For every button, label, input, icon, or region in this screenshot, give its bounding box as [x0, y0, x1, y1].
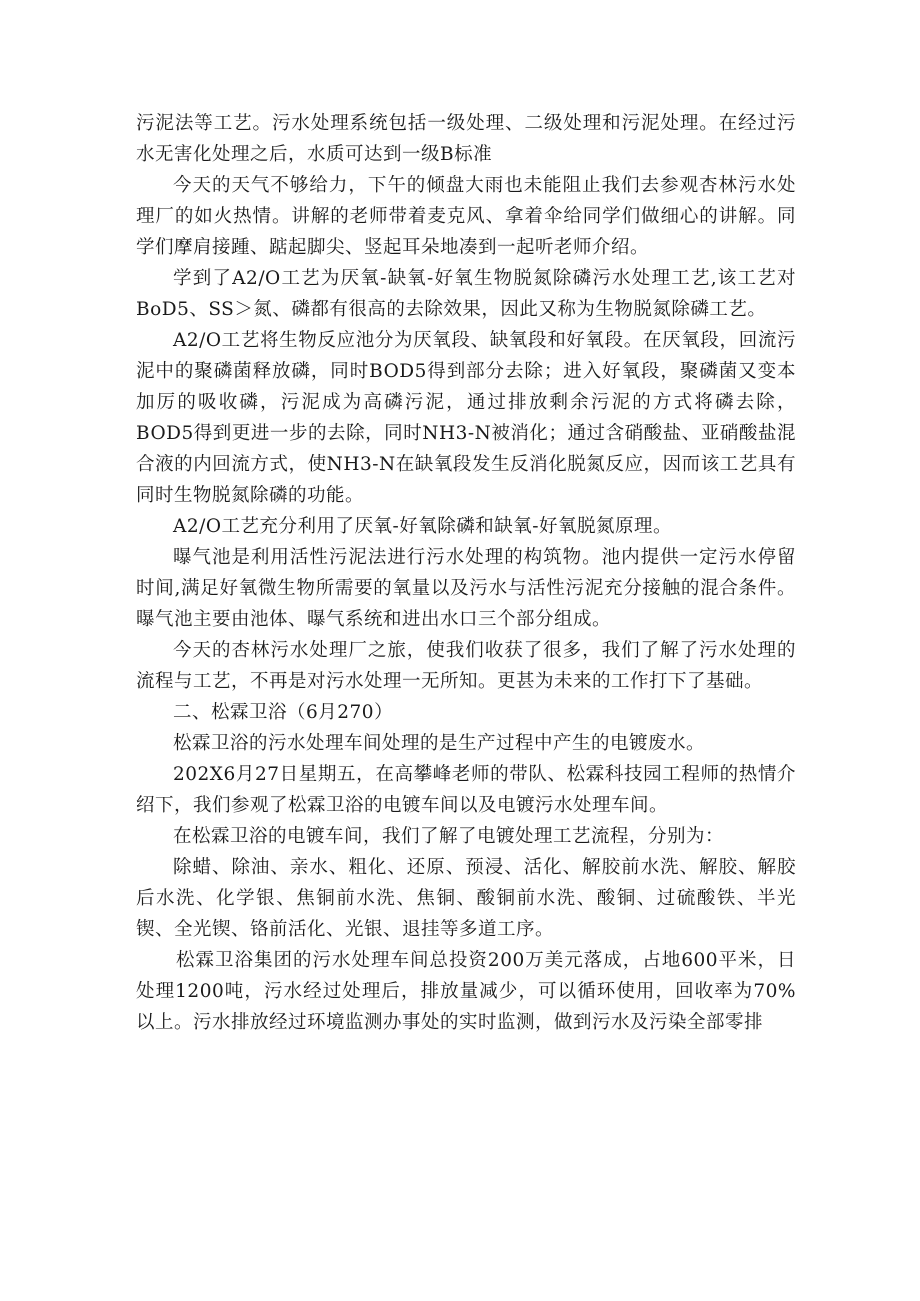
paragraph-songlin-intro: 松霖卫浴的污水处理车间处理的是生产过程中产生的电镀废水。 — [173, 733, 706, 754]
section-heading-songlin: 二、松霖卫浴（6月270） — [173, 702, 394, 723]
paragraph-a2o-principle: A2/O工艺充分利用了厌氧-好氧除磷和缺氧-好氧脱氮原理。 — [173, 516, 673, 537]
paragraph-treatment-system: 污泥法等工艺。污水处理系统包括一级处理、二级处理和污泥处理。在经过污水无害化处理之后，水质可达到一级B标准 — [136, 113, 796, 165]
paragraph-a2o-intro: 学到了A2/O工艺为厌氧-缺氧-好氧生物脱氮除磷污水处理工艺,该工艺对BoD5、SS＞氮、磷都有很高的去除效果，因此又称为生物脱氮除磷工艺。 — [136, 268, 796, 320]
paragraph-weather: 今天的天气不够给力，下午的倾盘大雨也未能阻止我们去参观杏林污水处理厂的如火热情。讲解的老师带着麦克风、拿着伞给同学们做细心的讲解。同学们摩肩接踵、踮起脚尖、竖起耳朵地凑到一起听老师介绍。 — [136, 175, 796, 258]
paragraph-aeration-tank: 曝气池是利用活性污泥法进行污水处理的构筑物。池内提供一定污水停留时间,满足好氧微生物所需要的氧量以及污水与活性污泥充分接触的混合条件。曝气池主要由池体、曝气系统和进出水口三个部分组成。 — [136, 547, 796, 630]
document-body — [136, 108, 796, 1038]
paragraph-plating-steps: 除蜡、除油、亲水、粗化、还原、预浸、活化、解胶前水洗、解胶、解胶后水洗、化学银、焦铜前水洗、焦铜、酸铜前水洗、酸铜、过硫酸铁、半光锲、全光锲、铬前活化、光银、退挂等多道工序。 — [136, 857, 796, 940]
paragraph-investment: 松霖卫浴集团的污水处理车间总投资200万美元落成，占地600平米，日处理1200吨，污水经过处理后，排放量减少，可以循环使用，回收率为70%以上。污水排放经过环境监测办事处的实时监测，做到污水及污染全部零排 — [136, 950, 796, 1033]
paragraph-visit-date: 202X6月27日星期五，在高攀峰老师的带队、松霖科技园工程师的热情介绍下，我们参观了松霖卫浴的电镀车间以及电镀污水处理车间。 — [136, 764, 796, 816]
paragraph-a2o-stages: A2/O工艺将生物反应池分为厌氧段、缺氧段和好氧段。在厌氧段，回流污泥中的聚磷菌释放磷，同时BOD5得到部分去除；进入好氧段，聚磷菌又变本加厉的吸收磷，污泥成为高磷污泥，通过排放剩余污泥的方式将磷去除，BOD5得到更进一步的去除，同时NH3-N被消化；通过含硝酸盐、亚硝酸盐混合液的内回流方式，使NH3-N在缺氧段发生反消化脱氮反应，因而该工艺具有同时生物脱氮除磷的功能。 — [136, 330, 796, 506]
paragraph-xinglin-summary: 今天的杏林污水处理厂之旅，使我们收获了很多，我们了解了污水处理的流程与工艺，不再是对污水处理一无所知。更甚为未来的工作打下了基础。 — [136, 640, 796, 692]
paragraph-plating-flow: 在松霖卫浴的电镀车间，我们了解了电镀处理工艺流程，分别为： — [173, 826, 725, 847]
